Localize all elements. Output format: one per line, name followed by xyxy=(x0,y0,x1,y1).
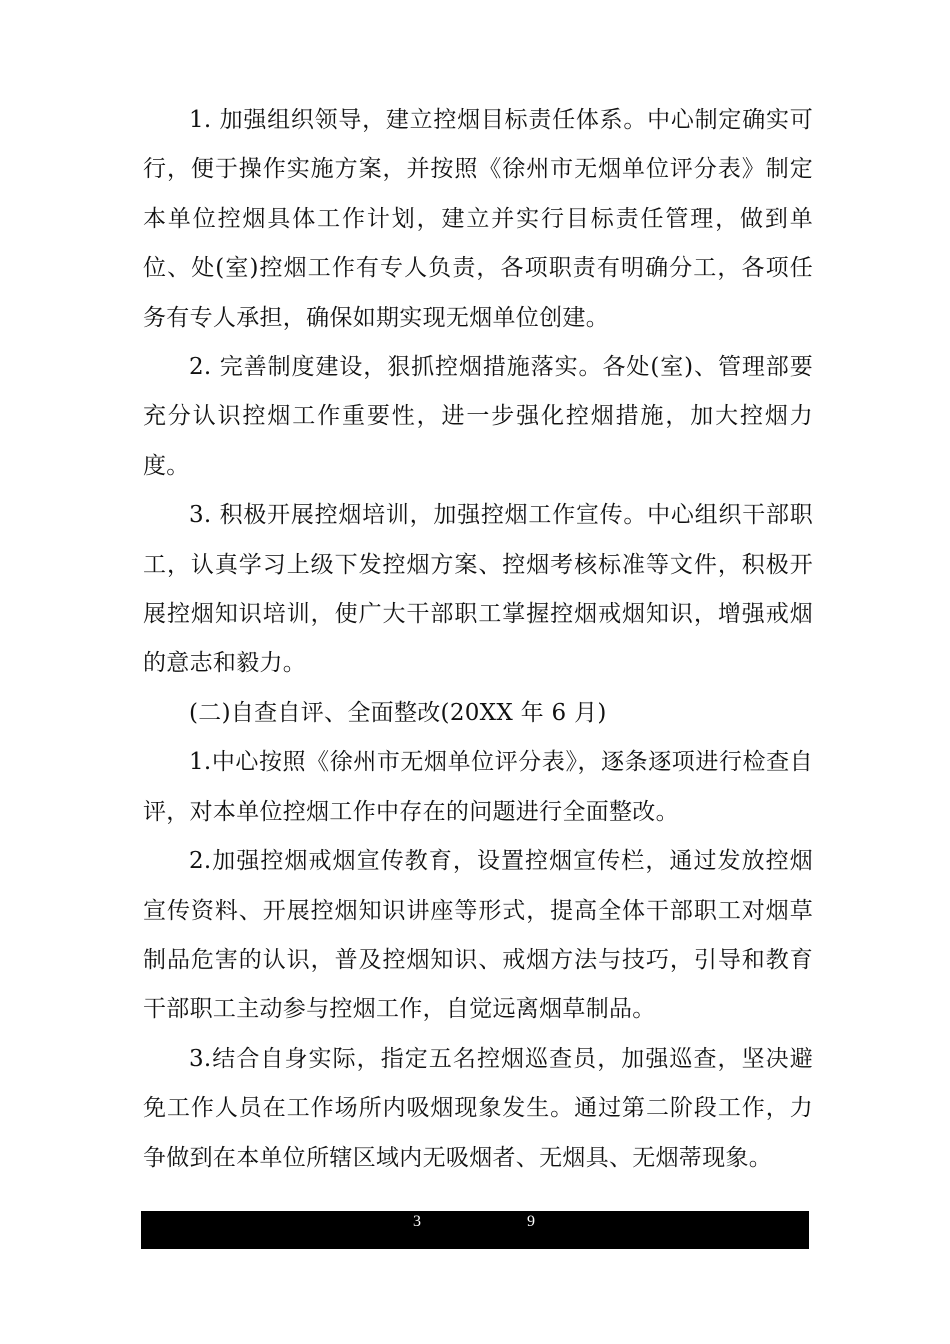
paragraph-4: 1.中心按照《徐州市无烟单位评分表》，逐条逐项进行检查自评，对本单位控烟工作中存在的问题进行全面整改。 xyxy=(143,749,813,825)
current-page-number: 3 xyxy=(413,1213,421,1230)
paragraph-3: 3. 积极开展控烟培训，加强控烟工作宣传。中心组织干部职工，认真学习上级下发控烟方案、控烟考核标准等文件，积极开展控烟知识培训，使广大干部职工掌握控烟戒烟知识，增强戒烟的意志和毅力。 xyxy=(143,502,813,677)
section-heading: (二)自查自评、全面整改(20XX 年 6 月) xyxy=(189,699,607,726)
total-page-number: 9 xyxy=(527,1213,535,1230)
paragraph-2: 2. 完善制度建设，狠抓控烟措施落实。各处(室)、管理部要充分认识控烟工作重要性，进一步强化控烟措施，加大控烟力度。 xyxy=(143,354,813,479)
page-footer xyxy=(141,1211,809,1249)
paragraph-5: 2.加强控烟戒烟宣传教育，设置控烟宣传栏，通过发放控烟宣传资料、开展控烟知识讲座等形式，提高全体干部职工对烟草制品危害的认识，普及控烟知识、戒烟方法与技巧，引导和教育干部职工主动参与控烟工作，自觉远离烟草制品。 xyxy=(143,848,813,1023)
paragraph-1: 1. 加强组织领导，建立控烟目标责任体系。中心制定确实可行，便于操作实施方案，并按照《徐州市无烟单位评分表》制定本单位控烟具体工作计划，建立并实行目标责任管理，做到单位、处(室)控烟工作有专人负责，各项职责有明确分工，各项任务有专人承担，确保如期实现无烟单位创建。 xyxy=(143,107,813,331)
paragraph-6: 3.结合自身实际，指定五名控烟巡查员，加强巡查，坚决避免工作人员在工作场所内吸烟现象发生。通过第二阶段工作，力争做到在本单位所辖区域内无吸烟者、无烟具、无烟蒂现象。 xyxy=(143,1045,813,1171)
document-body xyxy=(143,96,813,1183)
